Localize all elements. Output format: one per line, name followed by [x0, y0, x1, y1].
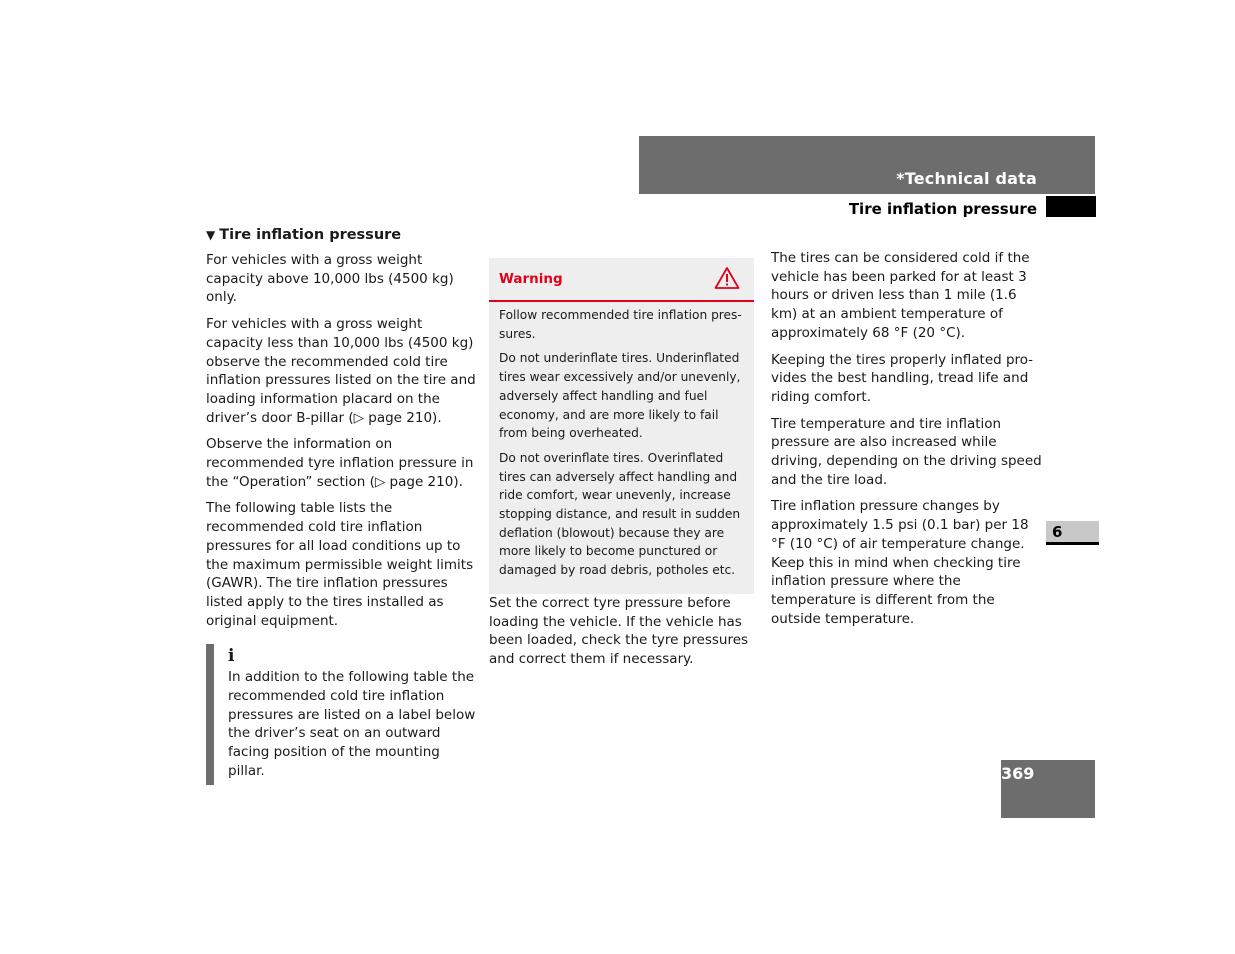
chapter-number: 6 [1052, 523, 1063, 541]
column-middle [489, 258, 754, 677]
note-text: In addition to the following table the recommended cold tire inflation pressures are listed on a label below the driver’s seat on an outward facing position of the mounting pillar. [228, 669, 476, 779]
paragraph: Tire temperature and tire inflation pressure are also increased while driving, depending on the driving speed and the tire load. [771, 415, 1042, 488]
page-number: 369 [1001, 764, 1035, 783]
section-title: Tire inflation pressure [848, 200, 1037, 218]
paragraph: For vehicles with a gross weight capacity less than 10,000 lbs (4500 kg) observe the recommended cold tire inflation pressures listed on the tire and loading information placard on the driver’s door B-pillar (▷ page 210). [206, 316, 476, 426]
chapter-tab[interactable] [1046, 521, 1099, 545]
warning-paragraph: Do not underinflate tires. Underinflated tires wear excessively and/or unevenly, adversely affect handling and fuel economy, and are more likely to fail from being overheated. [499, 351, 741, 441]
warning-header [489, 258, 754, 302]
chapter-title: *Technical data [896, 169, 1037, 188]
column-right [771, 249, 1043, 636]
section-marker-tab [1046, 196, 1096, 217]
triangle-down-icon: ▼ [206, 228, 216, 242]
paragraph: For vehicles with a gross weight capacity above 10,000 lbs (4500 kg) only. [206, 252, 454, 306]
warning-paragraph: Follow recommended tire inflation pressures. [499, 308, 742, 341]
paragraph: The tires can be considered cold if the vehicle has been parked for at least 3 hours or driven less than 1 mile (1.6 km) at an ambient temperature of approximately 68 °F (20 °C). [771, 250, 1030, 341]
subsection-heading: ▼ Tire inflation pressure [206, 227, 402, 243]
warning-paragraph: Do not overinflate tires. Overinflated tires can adversely affect handling and ride comfort, wear unevenly, increase stopping distance, and result in sudden deflation (blowout) because they are more likely to become punctured or damaged by road debris, potholes etc. [499, 450, 741, 578]
paragraph: The following table lists the recommended cold tire inflation pressures for all load conditions up to the maximum permissible weight limits (GAWR). The tire inflation pressures listed apply to the tires installed as original equipment. [206, 500, 474, 629]
info-icon: i [228, 646, 235, 667]
page-number-box [1001, 760, 1095, 818]
column-left [206, 225, 478, 785]
warning-body [489, 302, 754, 594]
paragraph: Observe the information on recommended tyre inflation pressure in the “Operation” section (▷ page 210). [206, 436, 474, 490]
note-bar [206, 644, 214, 784]
warning-box [489, 258, 754, 594]
paragraph: Keeping the tires properly inflated provides the best handling, tread life and riding comfort. [771, 351, 1033, 405]
warning-triangle-icon [714, 266, 740, 290]
warning-label: Warning [499, 271, 563, 287]
paragraph: Set the correct tyre pressure before loading the vehicle. If the vehicle has been loaded, check the tyre pressures and correct them if necessary. [489, 594, 749, 667]
paragraph: Tire inflation pressure changes by approximately 1.5 psi (0.1 bar) per 18 °F (10 °C) of air temperature change. Keep this in mind when checking tire inflation pressure where the temperature is different from the outside temperature. [771, 498, 1029, 627]
info-note [206, 644, 478, 784]
